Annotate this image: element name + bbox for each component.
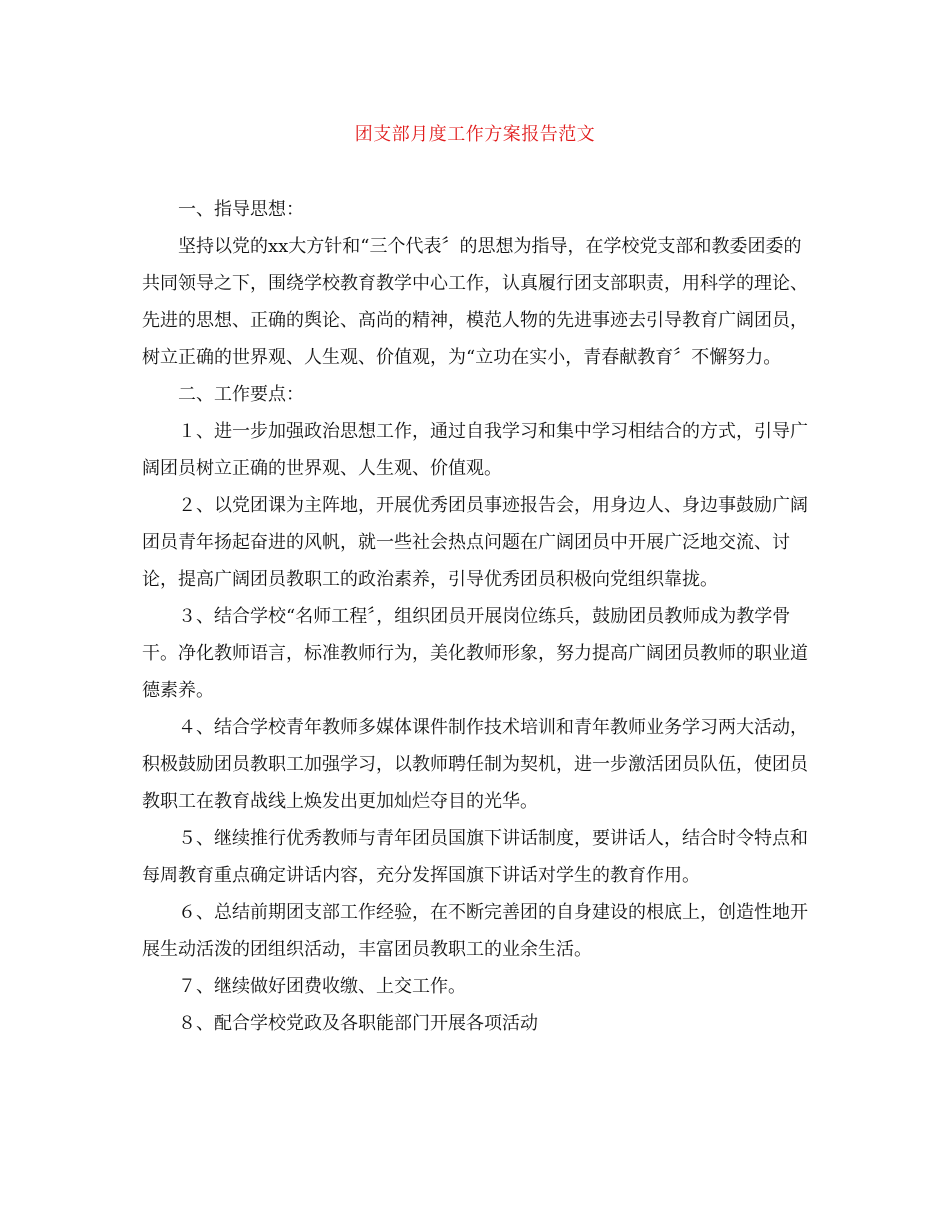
work-point-4: ４、结合学校青年教师多媒体课件制作技术培训和青年教师业务学习两大活动，积极鼓励团员教职工加强学习，以教师聘任制为契机，进一步激活团员队伍，使团员教职工在教育战线上焕发出更加灿烂夺目的光华。 bbox=[142, 717, 808, 812]
work-point-1: １、进一步加强政治思想工作，通过自我学习和集中学习相结合的方式，引导广阔团员树立正确的世界观、人生观、价值观。 bbox=[142, 421, 808, 479]
work-point-7: ７、继续做好团费收缴、上交工作。 bbox=[178, 976, 466, 997]
work-point-5: ５、继续推行优秀教师与青年团员国旗下讲话制度，要讲话人，结合时令特点和每周教育重点确定讲话内容，充分发挥国旗下讲话对学生的教育作用。 bbox=[142, 828, 808, 886]
section-heading-guiding-thought: 一、指导思想： bbox=[178, 199, 304, 220]
work-point-3: ３、结合学校“名师工程〞，组织团员开展岗位练兵，鼓励团员教师成为教学骨干。净化教师语言，标准教师行为，美化教师形象，努力提高广阔团员教师的职业道德素养。 bbox=[142, 606, 808, 701]
paragraph-guiding-thought: 坚持以党的xx大方针和“三个代表〞的思想为指导，在学校党支部和教委团委的共同领导之下，围绕学校教育教学中心工作，认真履行团支部职责，用科学的理论、先进的思想、正确的舆论、高尚的精神，模范人物的先进事迹去引导教育广阔团员，树立正确的世界观、人生观、价值观，为“立功在实小，青春献教育〞不懈努力。 bbox=[142, 236, 808, 368]
work-point-6: ６、总结前期团支部工作经验，在不断完善团的自身建设的根底上，创造性地开展生动活泼的团组织活动，丰富团员教职工的业余生活。 bbox=[142, 902, 808, 960]
work-point-2: ２、以党团课为主阵地，开展优秀团员事迹报告会，用身边人、身边事鼓励广阔团员青年扬起奋进的风帆，就一些社会热点问题在广阔团员中开展广泛地交流、讨论，提高广阔团员教职工的政治素养，引导优秀团员积极向党组织靠拢。 bbox=[142, 495, 808, 590]
document-title: 团支部月度工作方案报告范文 bbox=[354, 124, 596, 145]
document-body bbox=[142, 191, 810, 1042]
work-point-8: ８、配合学校党政及各职能部门开展各项活动 bbox=[178, 1013, 538, 1034]
section-heading-work-points: 二、工作要点： bbox=[178, 384, 304, 405]
